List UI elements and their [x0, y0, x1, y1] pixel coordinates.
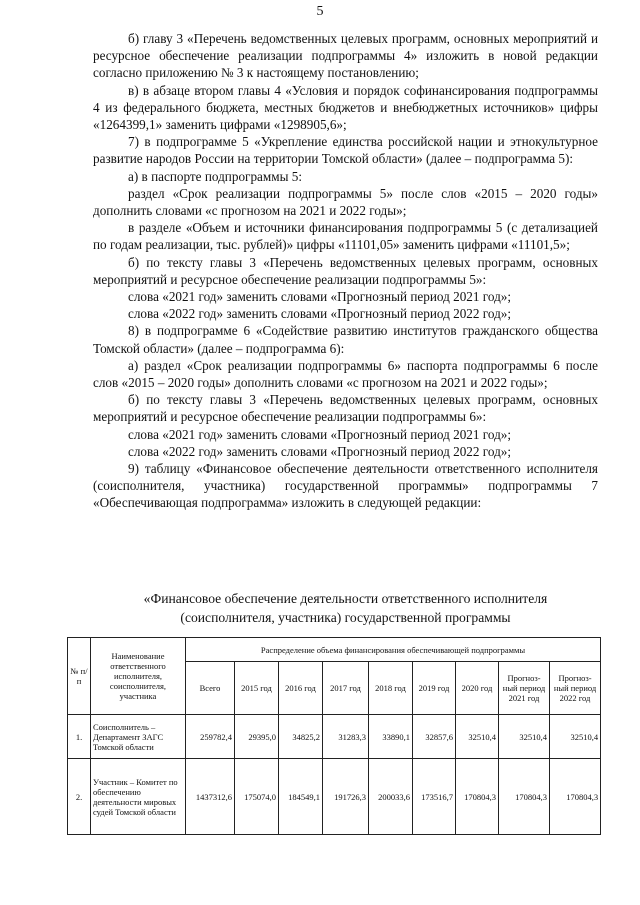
cell-value: 200033,6	[369, 759, 413, 835]
cell-value: 34825,2	[279, 715, 323, 759]
paragraph: б) главу 3 «Перечень ведомственных целевых программ, основных мероприятий и ресурсное обеспечение реализации подпрограммы 4» изложить в новой редакции согласно приложению № 3 к настоящему постановлению;	[93, 31, 598, 81]
header-year: 2020 год	[456, 662, 499, 715]
cell-value: 259782,4	[186, 715, 235, 759]
paragraph: а) раздел «Срок реализации подпрограммы 6» паспорта подпрограммы 6 после слов «2015 – 2020 годы» дополнить словами «с прогнозом на 2021 и 2022 годы»;	[93, 357, 598, 391]
table-title-line: «Финансовое обеспечение деятельности ответственного исполнителя	[143, 591, 548, 606]
cell-value: 33890,1	[369, 715, 413, 759]
cell-value: 170804,3	[550, 759, 601, 835]
cell-value: 184549,1	[279, 759, 323, 835]
row-num: 2.	[68, 759, 91, 835]
header-name: Наименование ответственного исполнителя, соисполнителя, участника	[91, 638, 186, 715]
table-row	[68, 715, 601, 759]
cell-value: 31283,3	[323, 715, 369, 759]
paragraph: б) по тексту главы 3 «Перечень ведомственных целевых программ, основных мероприятий и ресурсное обеспечение реализации подпрограммы 5»:	[93, 254, 598, 287]
header-year: 2018 год	[369, 662, 413, 715]
paragraph: слова «2022 год» заменить словами «Прогнозный период 2022 год»;	[128, 443, 512, 459]
paragraph: 8) в подпрограмме 6 «Содействие развитию институтов гражданского общества Томской области» (далее – подпрограмма 6):	[93, 323, 598, 356]
cell-value: 1437312,6	[186, 759, 235, 835]
header-distribution: Распределение объема финансирования обеспечивающей подпрограммы	[186, 638, 601, 662]
paragraph: 9) таблицу «Финансовое обеспечение деятельности ответственного исполнителя (соисполнителя, участника) государственной программы» подпрограммы 7 «Обеспечивающая подпрограмма» изложить в следующей редакции:	[93, 461, 598, 511]
cell-value: 32857,6	[413, 715, 456, 759]
header-year: 2015 год	[235, 662, 279, 715]
cell-value: 32510,4	[456, 715, 499, 759]
header-forecast-year: Прогноз-ный период 2022 год	[550, 662, 601, 715]
header-year: 2019 год	[413, 662, 456, 715]
row-name: Участник – Комитет по обеспечению деятельности мировых судей Томской области	[91, 759, 186, 835]
cell-value: 173516,7	[413, 759, 456, 835]
cell-value: 191726,3	[323, 759, 369, 835]
paragraph: слова «2021 год» заменить словами «Прогнозный период 2021 год»;	[128, 289, 512, 305]
cell-value: 175074,0	[235, 759, 279, 835]
paragraph: в) в абзаце втором главы 4 «Условия и порядок софинансирования подпрограммы 4 из федерального бюджета, местных бюджетов и внебюджетных источников» цифры «1264399,1» заменить цифрами «1298905,6»;	[93, 82, 598, 133]
paragraph: б) по тексту главы 3 «Перечень ведомственных целевых программ, основных мероприятий и ресурсное обеспечение реализации подпрограммы 6»:	[93, 392, 598, 425]
table-row	[68, 759, 601, 835]
finance-table	[67, 637, 601, 835]
cell-value: 170804,3	[456, 759, 499, 835]
paragraph: слова «2022 год» заменить словами «Прогнозный период 2022 год»;	[128, 306, 512, 322]
page-number: 5	[316, 4, 324, 19]
header-num: № п/п	[68, 638, 91, 715]
row-num: 1.	[68, 715, 91, 759]
row-name: Соисполнитель – Департамент ЗАГС Томской области	[91, 715, 186, 759]
paragraph: 7) в подпрограмме 5 «Укрепление единства российской нации и этнокультурное развитие народов России на территории Томской области» (далее – подпрограмма 5):	[93, 134, 598, 167]
header-total: Всего	[186, 662, 235, 715]
cell-value: 170804,3	[499, 759, 550, 835]
cell-value: 32510,4	[499, 715, 550, 759]
cell-value: 32510,4	[550, 715, 601, 759]
paragraph: в разделе «Объем и источники финансирования подпрограммы 5 (с детализацией по годам реализации, тыс. рублей)» цифры «11101,05» заменить цифрами «11101,5»;	[93, 220, 598, 253]
paragraph: слова «2021 год» заменить словами «Прогнозный период 2021 год»;	[128, 426, 512, 442]
header-forecast-year: Прогноз-ный период 2021 год	[499, 662, 550, 715]
cell-value: 29395,0	[235, 715, 279, 759]
table-title-line: (соисполнителя, участника) государственной программы	[180, 610, 511, 625]
paragraph: раздел «Срок реализации подпрограммы 5» после слов «2015 – 2020 годы» дополнить словами «с прогнозом на 2021 и 2022 годы»;	[93, 185, 598, 219]
header-year: 2017 год	[323, 662, 369, 715]
document-body	[93, 30, 598, 512]
table-title	[93, 589, 598, 627]
header-year: 2016 год	[279, 662, 323, 715]
paragraph: а) в паспорте подпрограммы 5:	[128, 168, 302, 184]
